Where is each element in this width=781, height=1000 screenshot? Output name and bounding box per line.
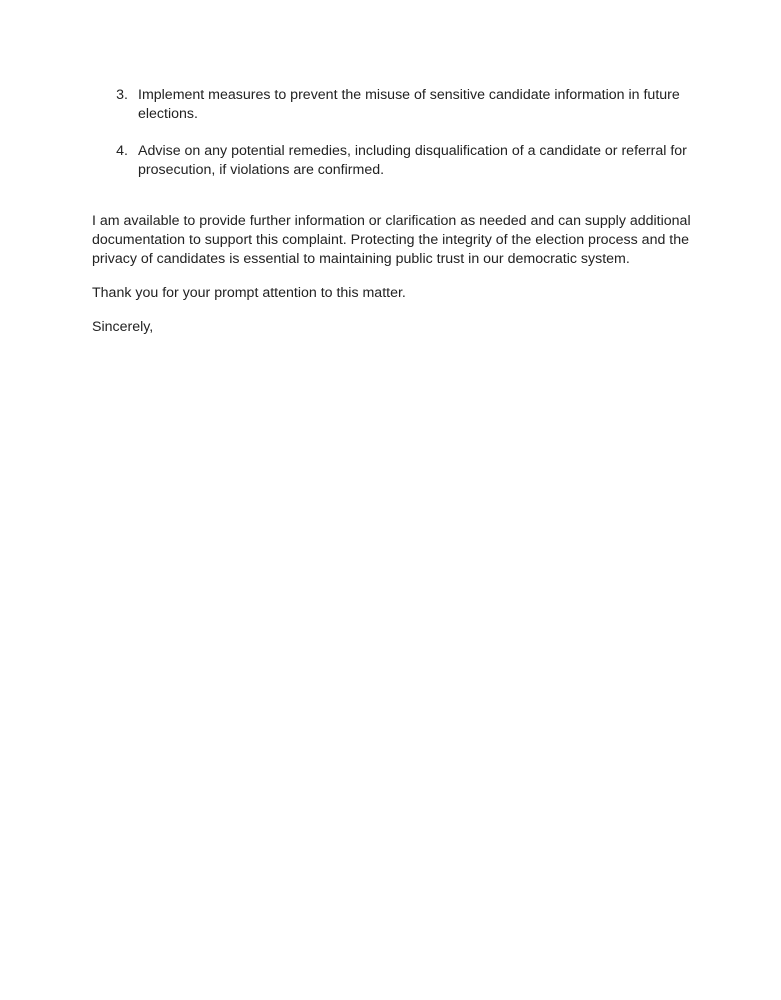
- list-item: [92, 142, 692, 180]
- list-item-number: 4.: [116, 143, 128, 159]
- closing-signoff: Sincerely,: [92, 319, 154, 335]
- list-item-text: Advise on any potential remedies, including disqualification of a candidate or referral for prosecution, if violations are confirmed.: [138, 143, 687, 178]
- availability-paragraph: I am available to provide further information or clarification as needed and can supply additional documentation to support this complaint. Protecting the integrity of the election process and the privacy of candidates is essential to maintaining public trust in our democratic system.: [92, 213, 691, 267]
- thank-you-paragraph: Thank you for your prompt attention to this matter.: [92, 285, 406, 301]
- document-body: [92, 86, 692, 352]
- remedy-list: [92, 86, 692, 180]
- list-item-number: 3.: [116, 87, 128, 103]
- list-item: [92, 86, 692, 124]
- list-item-text: Implement measures to prevent the misuse of sensitive candidate information in future elections.: [138, 87, 680, 122]
